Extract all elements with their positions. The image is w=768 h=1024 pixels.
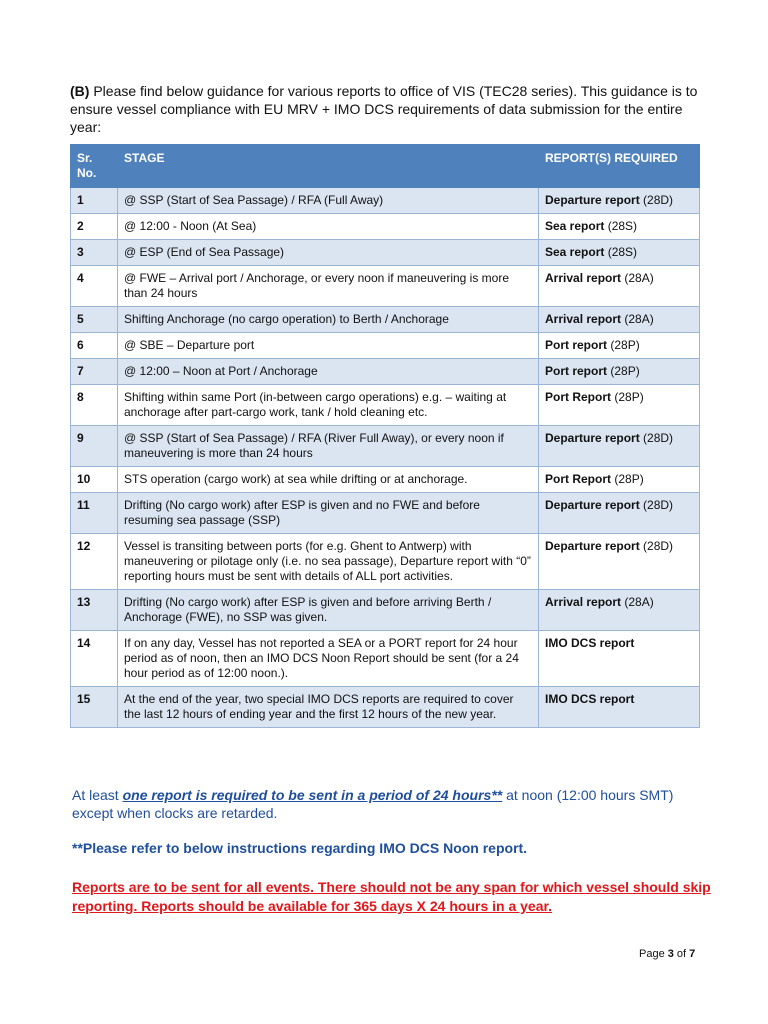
report-code: (28S) [607, 219, 638, 233]
row-number: 12 [71, 534, 118, 590]
report-name: Port Report [545, 472, 611, 486]
row-stage: @ SSP (Start of Sea Passage) / RFA (River Full Away), or every noon if maneuvering is more than 24 hours [118, 426, 539, 467]
report-name: Departure report [545, 193, 640, 207]
report-code: (28D) [643, 498, 674, 512]
report-code: (28A) [624, 595, 654, 609]
report-guidance-table [70, 144, 700, 728]
report-code: (28D) [643, 431, 674, 445]
row-number: 10 [71, 467, 118, 493]
table-row [71, 426, 700, 467]
refer-instructions: **Please refer to below instructions regarding IMO DCS Noon report. [72, 840, 528, 856]
table-row [71, 333, 700, 359]
row-number: 11 [71, 493, 118, 534]
row-stage: Shifting Anchorage (no cargo operation) to Berth / Anchorage [118, 307, 539, 333]
table-row [71, 687, 700, 728]
page-middle: of [673, 948, 690, 960]
report-code: (28D) [643, 539, 674, 553]
row-report [539, 590, 700, 631]
report-code: (28D) [643, 193, 674, 207]
report-name: Port Report [545, 390, 611, 404]
header-reports-required: REPORT(S) REQUIRED [539, 145, 700, 188]
page-number [639, 948, 695, 960]
report-code: (28P) [610, 364, 640, 378]
row-report [539, 333, 700, 359]
intro-paragraph [70, 82, 710, 136]
warning-text: Reports are to be sent for all events. There should not be any span for which vessel should skip reporting. Reports should be available for 365 days X 24 hours in a year. [72, 879, 711, 914]
page-total: 7 [689, 948, 696, 960]
report-code: (28P) [614, 472, 644, 486]
report-name: Departure report [545, 431, 640, 445]
row-stage: @ 12:00 – Noon at Port / Anchorage [118, 359, 539, 385]
table-row [71, 631, 700, 687]
row-stage: STS operation (cargo work) at sea while drifting or at anchorage. [118, 467, 539, 493]
row-stage: Drifting (No cargo work) after ESP is given and before arriving Berth / Anchorage (FWE), no SSP was given. [118, 590, 539, 631]
report-name: Arrival report [545, 595, 622, 609]
report-name: Sea report [545, 219, 605, 233]
row-report [539, 534, 700, 590]
report-name: IMO DCS report [545, 692, 635, 706]
note-emphasis: one report is required to be sent in a period of 24 hours** [122, 787, 503, 803]
frequency-note [72, 786, 712, 822]
row-stage: @ FWE – Arrival port / Anchorage, or every noon if maneuvering is more than 24 hours [118, 266, 539, 307]
row-number: 15 [71, 687, 118, 728]
report-name: Departure report [545, 498, 640, 512]
row-report [539, 467, 700, 493]
row-report [539, 385, 700, 426]
report-code: (28A) [624, 271, 654, 285]
section-label: (B) [70, 83, 90, 99]
page-current: 3 [667, 948, 674, 960]
note-suffix: at noon (12:00 hours SMT) except when clocks are retarded. [72, 787, 674, 821]
row-stage: @ ESP (End of Sea Passage) [118, 240, 539, 266]
table-row [71, 188, 700, 214]
report-name: Port report [545, 364, 608, 378]
table-row [71, 240, 700, 266]
row-number: 4 [71, 266, 118, 307]
table-row [71, 467, 700, 493]
report-name: Arrival report [545, 312, 622, 326]
table-row [71, 534, 700, 590]
page-prefix: Page [639, 948, 668, 960]
row-number: 13 [71, 590, 118, 631]
report-name: Departure report [545, 539, 640, 553]
table-row [71, 385, 700, 426]
row-stage: Shifting within same Port (in-between cargo operations) e.g. – waiting at anchorage after part-cargo work, tank / hold cleaning etc. [118, 385, 539, 426]
row-number: 5 [71, 307, 118, 333]
row-report [539, 359, 700, 385]
row-number: 8 [71, 385, 118, 426]
table-row [71, 590, 700, 631]
row-report [539, 426, 700, 467]
row-stage: Drifting (No cargo work) after ESP is given and no FWE and before resuming sea passage (SSP) [118, 493, 539, 534]
table-row [71, 493, 700, 534]
report-name: Port report [545, 338, 608, 352]
row-report [539, 631, 700, 687]
row-report [539, 687, 700, 728]
row-stage: At the end of the year, two special IMO DCS reports are required to cover the last 12 hours of ending year and the first 12 hours of the new year. [118, 687, 539, 728]
table-header-row [71, 145, 700, 188]
row-report [539, 188, 700, 214]
row-number: 3 [71, 240, 118, 266]
table-row [71, 359, 700, 385]
row-stage: If on any day, Vessel has not reported a SEA or a PORT report for 24 hour period as of noon, then an IMO DCS Noon Report should be sent (for a 24 hour period as of 12:00 noon.). [118, 631, 539, 687]
row-stage: Vessel is transiting between ports (for e.g. Ghent to Antwerp) with maneuvering or pilotage only (i.e. no sea passage), Departure report with “0” reporting hours must be sent with details of ALL port activities. [118, 534, 539, 590]
row-stage: @ 12:00 - Noon (At Sea) [118, 214, 539, 240]
row-report [539, 240, 700, 266]
row-stage: @ SBE – Departure port [118, 333, 539, 359]
report-code: (28S) [607, 245, 638, 259]
table-row [71, 266, 700, 307]
report-code: (28A) [624, 312, 654, 326]
row-report [539, 214, 700, 240]
report-name: IMO DCS report [545, 636, 635, 650]
report-code: (28P) [610, 338, 640, 352]
note-prefix: At least [72, 787, 123, 803]
report-code: (28P) [614, 390, 644, 404]
row-number: 7 [71, 359, 118, 385]
row-number: 2 [71, 214, 118, 240]
row-report [539, 266, 700, 307]
row-stage: @ SSP (Start of Sea Passage) / RFA (Full Away) [118, 188, 539, 214]
header-sr-no: Sr. No. [71, 145, 118, 188]
row-number: 6 [71, 333, 118, 359]
intro-text: Please find below guidance for various reports to office of VIS (TEC28 series). This guidance is to ensure vessel compliance with EU MRV + IMO DCS requirements of data submission for the entire year: [70, 83, 698, 135]
header-stage: STAGE [118, 145, 539, 188]
row-number: 9 [71, 426, 118, 467]
table-row [71, 307, 700, 333]
report-name: Arrival report [545, 271, 622, 285]
row-number: 1 [71, 188, 118, 214]
row-number: 14 [71, 631, 118, 687]
table-row [71, 214, 700, 240]
row-report [539, 307, 700, 333]
report-name: Sea report [545, 245, 605, 259]
row-report [539, 493, 700, 534]
